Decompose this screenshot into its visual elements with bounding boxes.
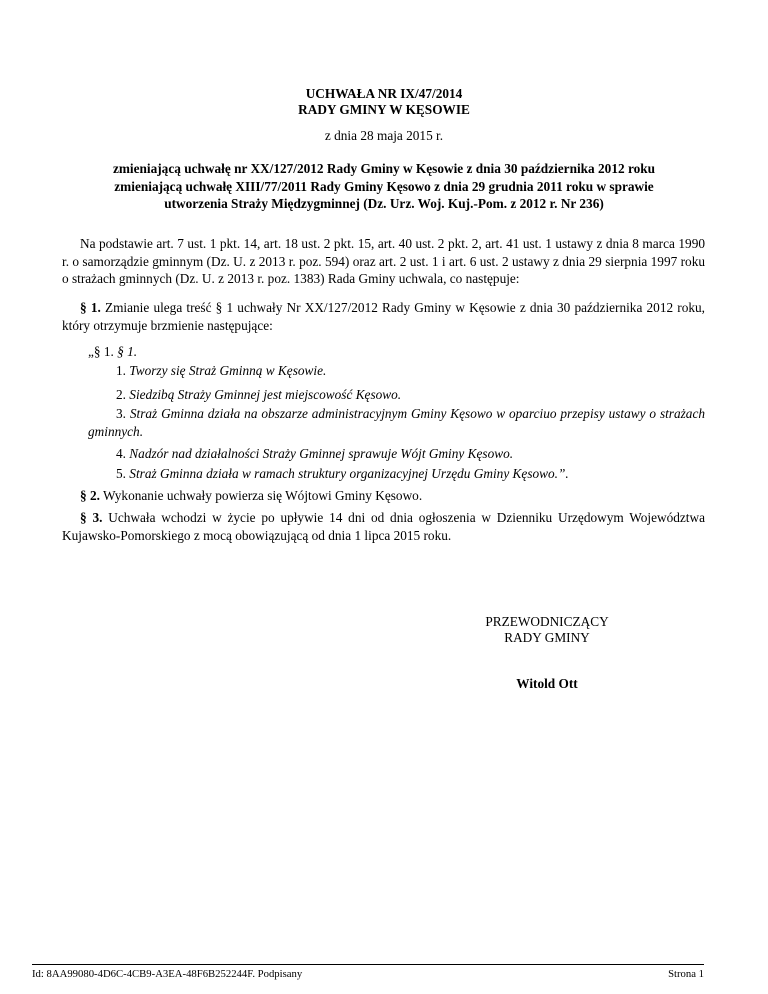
- footer-divider: [32, 964, 704, 965]
- subject-line1: zmieniającą uchwałę nr XX/127/2012 Rady Gminy w Kęsowie z dnia 30 października 2012 roku: [112, 161, 656, 176]
- document-subject: [80, 160, 688, 213]
- section-1-label: § 1.: [80, 300, 101, 315]
- section-3-label: § 3.: [80, 510, 103, 525]
- section-1-text: Zmianie ulega treść § 1 uchwały Nr XX/127/2012 Rady Gminy w Kęsowie z dnia 30 października 2012 roku, który otrzymuje brzmienie następujące:: [62, 300, 705, 333]
- list-item: [88, 405, 705, 440]
- section-3-paragraph: [62, 509, 705, 544]
- footer-page-number: Strona 1: [668, 968, 704, 980]
- section-3-text: Uchwała wchodzi w życie po upływie 14 dni od dnia ogłoszenia w Dzienniku Urzędowym Województwa Kujawsko-Pomorskiego z mocą obowiązującą od dnia 1 lipca 2015 roku.: [62, 510, 705, 543]
- footer-document-id: Id: 8AA99080-4D6C-4CB9-A3EA-48F6B252244F. Podpisany: [32, 968, 303, 980]
- section-2-paragraph: [62, 487, 705, 505]
- list-item: [88, 362, 705, 380]
- list-item: [88, 465, 705, 483]
- quote-opening: [88, 343, 705, 361]
- list-item-text: Tworzy się Straż Gminną w Kęsowie.: [129, 363, 327, 378]
- signature-role-line2: RADY GMINY: [504, 630, 590, 645]
- section-2-text: Wykonanie uchwały powierza się Wójtowi Gminy Kęsowo.: [99, 488, 423, 503]
- list-item-number: 5.: [116, 466, 130, 481]
- document-date: z dnia 28 maja 2015 r.: [324, 128, 444, 143]
- list-item-number: 1.: [116, 363, 130, 378]
- list-item-text: Siedzibą Straży Gminnej jest miejscowość Kęsowo.: [129, 387, 402, 402]
- signatory-name: Witold Ott: [516, 676, 578, 691]
- quote-paragraph-label: § 1.: [117, 344, 138, 359]
- quote-opening-label: „§ 1.: [88, 344, 118, 359]
- preamble-paragraph: Na podstawie art. 7 ust. 1 pkt. 14, art. 18 ust. 2 pkt. 15, art. 40 ust. 2 pkt. 2, art. 41 ust. 1 ustawy z dnia 8 marca 1990 r. o samorządzie gminnym (Dz. U. z 2013 r. poz. 594) oraz art. 2 ust. 1 i art. 6 ust. 2 ustawy z dnia 29 sierpnia 1997 roku o strażach gminnych (Dz. U. z 2013 r. poz. 1383) Rada Gminy uchwala, co następuje:: [62, 236, 705, 286]
- list-item-number: 3.: [116, 406, 130, 421]
- subject-line2: zmieniającą uchwałę XIII/77/2011 Rady Gminy Kęsowo z dnia 29 grudnia 2011 roku w sprawie: [114, 178, 654, 194]
- list-item: [88, 445, 705, 463]
- list-item-number: 2.: [116, 387, 130, 402]
- section-1-paragraph: [62, 299, 705, 334]
- list-item-text: Straż Gminna działa na obszarze administracyjnym Gminy Kęsowo w oparciuo przepisy ustawy o strażach gminnych.: [88, 406, 706, 439]
- subject-line3: utworzenia Straży Międzygminnej (Dz. Urz. Woj. Kuj.-Pom. z 2012 r. Nr 236): [164, 196, 604, 211]
- list-item-text: Straż Gminna działa w ramach struktury organizacyjnej Urzędu Gminy Kęsowo.”.: [129, 466, 569, 481]
- document-title-line1: UCHWAŁA NR IX/47/2014: [305, 86, 463, 101]
- list-item-text: Nadzór nad działalności Straży Gminnej sprawuje Wójt Gminy Kęsowo.: [129, 446, 514, 461]
- signature-role-line1: PRZEWODNICZĄCY: [485, 614, 609, 629]
- section-2-label: § 2.: [80, 488, 100, 503]
- document-title-line2: RADY GMINY W KĘSOWIE: [298, 102, 470, 117]
- list-item-number: 4.: [116, 446, 130, 461]
- list-item: [88, 386, 705, 404]
